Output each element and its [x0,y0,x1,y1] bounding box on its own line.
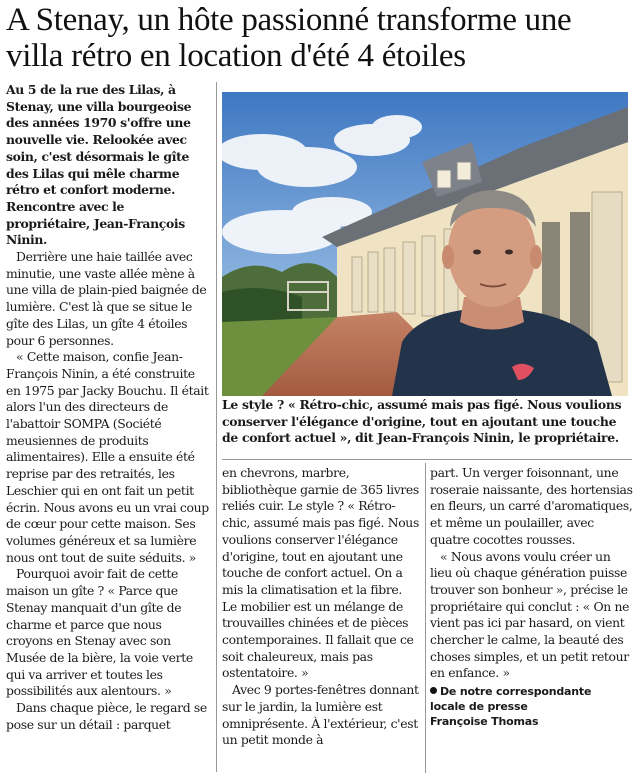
article-intro: Au 5 de la rue des Lilas, à Stenay, une villa bourgeoise des années 1970 s'offre une nouvelle vie. Relookée avec soin, c'est désormais le gîte des Lilas qui mêle charme rétro et confort moderne. Rencontre avec le propriétaire, Jean-François Ninin. [6,82,192,248]
article-headline: A Stenay, un hôte passionné transforme une villa rétro en location d'été 4 étoiles [6,2,572,74]
paragraph: Avec 9 portes-fenêtres donnant sur le jardin, la lumière est omniprésente. À l'extérieur, c'est un petit monde à [222,682,419,748]
column-divider [216,82,217,772]
paragraph: « Nous avons voulu créer un lieu où chaque génération puisse trouver son bonheur », précise le propriétaire qui conclut : « On ne vient pas ici par hasard, on vient chercher le calme, la beauté des choses simples, et un petit retour en enfance. » [430,548,630,681]
column-divider [425,463,426,773]
byline-line2: locale de presse [430,700,528,714]
photo-illustration [222,92,628,396]
column-1 [6,82,210,733]
photo-caption: Le style ? « Rétro-chic, assumé mais pas figé. Nous voulions conserver l'élégance d'origine, tout en ajoutant une touche de confort actuel », dit Jean-François Ninin, le propriétaire. [222,397,622,446]
byline-author: Françoise Thomas [430,715,539,729]
paragraph: en chevrons, marbre, bibliothèque garnie de 365 livres reliés cuir. Le style ? « Rétro-chic, assumé mais pas figé. Nous voulions conserver l'élégance d'origine, tout en ajoutant une touche de confort actuel. On a mis la climatisation et la fibre. Le mobilier est un mélange de trouvailles chinées et de pièces contemporaines. Il fallait que ce soit chaleureux, mais pas ostentatoire. » [222,465,419,681]
paragraph: part. Un verger foisonnant, une roseraie naissante, des hortensias en fleurs, un carré d'aromatiques, et même un poulailler, avec quatre cocottes rousses. [430,465,633,547]
paragraph: Pourquoi avoir fait de cette maison un gîte ? « Parce que Stenay manquait d'un gîte de charme et parce que nous croyons en Stenay avec son Musée de la bière, la voie verte qui va arriver et toutes les possibilités aux alentours. » [6,566,193,699]
byline [430,684,634,729]
paragraph: « Cette maison, confie Jean-François Ninin, a été construite en 1975 par Jacky Bouchu. Il était alors l'un des directeurs de l'abattoir SOMPA (Société meusiennes de produits alimentaires). Elle a ensuite été reprise par des retraités, les Leschier qui en ont fait un petit écrin. Nous avons eu un vrai coup de cœur pour cette maison. Ses volumes généreux et sa lumière nous ont tout de suite séduits. » [6,349,209,565]
article-photo [222,92,628,396]
bullet-icon [430,687,437,694]
caption-divider [222,459,632,460]
paragraph: Derrière une haie taillée avec minutie, une vaste allée mène à une villa de plain-pied baignée de lumière. C'est là que se situe le gîte des Lilas, un gîte 4 étoiles pour 6 personnes. [6,249,207,348]
column-3 [430,465,634,729]
paragraph: Dans chaque pièce, le regard se pose sur un détail : parquet [6,700,207,732]
column-2 [222,465,420,749]
byline-line1: De notre correspondante [440,685,592,699]
